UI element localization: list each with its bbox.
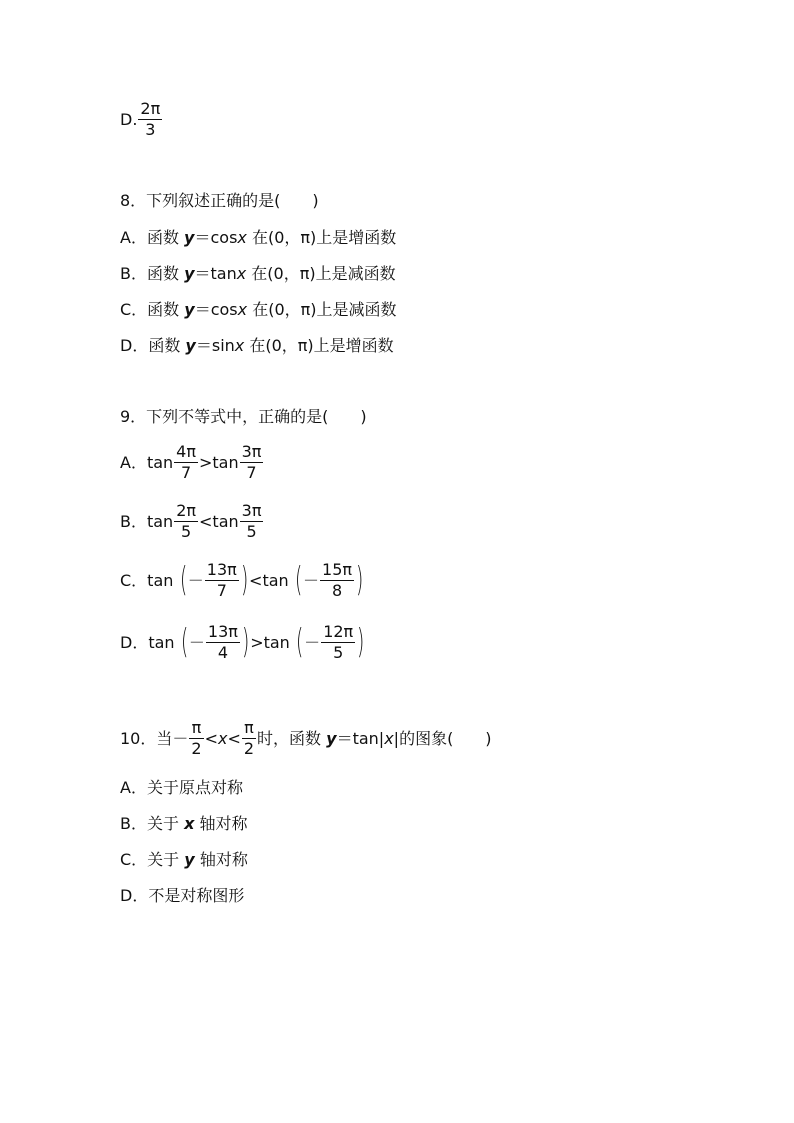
option-label: D．函数 — [120, 336, 181, 355]
left-paren: ( — [180, 621, 188, 662]
option-text: 在(0，π)上是减函数 — [246, 264, 396, 283]
var-y: y — [185, 336, 196, 355]
var-y: y — [184, 850, 195, 869]
option-text: 轴对称 — [199, 850, 248, 869]
option-text: D．不是对称图形 — [120, 886, 245, 905]
option-label: C．tan — [120, 571, 174, 590]
fraction — [174, 442, 198, 483]
var-x: x — [217, 729, 228, 748]
var-x: x — [384, 729, 394, 748]
denominator: 5 — [246, 522, 257, 541]
denominator: 5 — [181, 522, 192, 541]
option-label: A．tan — [120, 453, 174, 472]
right-paren: ) — [357, 621, 365, 662]
var-x: x — [237, 300, 248, 319]
stem-prefix: 10．当－ — [120, 729, 189, 748]
func: ＝tan| — [336, 729, 385, 748]
q8-option-a — [120, 228, 396, 248]
numerator: 12π — [323, 622, 354, 641]
fraction — [240, 501, 264, 542]
option-label: B．tan — [120, 512, 174, 531]
denominator: 7 — [180, 463, 192, 482]
fraction — [242, 718, 256, 759]
right-paren: ) — [241, 621, 250, 662]
fraction — [138, 99, 162, 140]
q10-option-d — [120, 886, 244, 906]
func: ＝cos — [194, 300, 238, 319]
option-text: 在(0，π)上是减函数 — [247, 300, 397, 319]
denominator: 7 — [246, 463, 257, 482]
q9-stem: 9．下列不等式中，正确的是( ) — [120, 407, 367, 426]
operator: < — [227, 729, 241, 748]
fraction — [321, 622, 355, 663]
numerator: 13π — [206, 560, 237, 579]
minus-sign: － — [304, 633, 321, 652]
q8-option-c — [120, 300, 397, 320]
var-y: y — [184, 228, 195, 247]
operator: >tan — [198, 453, 239, 472]
q8-stem: 8．下列叙述正确的是( ) — [120, 191, 319, 210]
operator: >tan — [250, 633, 290, 652]
q9-option-d — [120, 623, 365, 664]
var-x: x — [234, 336, 245, 355]
var-x: x — [184, 814, 195, 833]
numerator: 3π — [241, 442, 262, 461]
func: ＝tan — [194, 264, 237, 283]
denominator: 2 — [243, 739, 255, 758]
q7-option-d — [120, 100, 163, 141]
fraction — [174, 501, 198, 542]
var-y: y — [326, 729, 337, 748]
minus-sign: － — [303, 571, 320, 590]
var-y: y — [184, 264, 195, 283]
option-label: D．tan — [120, 633, 175, 652]
var-x: x — [236, 264, 247, 283]
fraction — [206, 622, 240, 663]
q8-option-b — [120, 264, 396, 284]
q9-option-c — [120, 561, 364, 602]
stem-middle: 时，函数 — [257, 729, 322, 748]
numerator: π — [189, 718, 203, 739]
q10-option-c — [120, 850, 248, 870]
right-paren: ) — [356, 559, 364, 600]
denominator: 5 — [333, 643, 344, 662]
func: ＝cos — [194, 228, 238, 247]
denominator: 7 — [216, 581, 227, 600]
right-paren: ) — [240, 559, 249, 600]
minus-sign: － — [187, 571, 204, 590]
q8-option-d — [120, 336, 394, 356]
func: ＝sin — [195, 336, 235, 355]
var-x: x — [237, 228, 247, 247]
left-paren: ( — [295, 621, 304, 662]
minus-sign: － — [188, 633, 205, 652]
denominator: 2 — [191, 739, 202, 758]
numerator: 13π — [207, 622, 238, 641]
left-paren: ( — [294, 559, 303, 600]
numerator: 2π — [176, 501, 197, 520]
var-y: y — [184, 300, 195, 319]
numerator: 3π — [241, 501, 262, 520]
stem-tail: |的图象( ) — [393, 729, 492, 748]
operator: <tan — [249, 571, 289, 590]
option-label: C．函数 — [120, 300, 180, 319]
option-text: B．关于 — [120, 814, 179, 833]
fraction — [189, 718, 203, 759]
q9-option-a — [120, 443, 264, 484]
option-text: 在(0，π)上是增函数 — [246, 228, 397, 247]
numerator: 4π — [176, 442, 196, 461]
denominator: 3 — [145, 120, 156, 139]
q9-option-b — [120, 502, 264, 543]
numerator: 15π — [322, 560, 353, 579]
operator: <tan — [199, 512, 239, 531]
numerator: π — [242, 718, 256, 739]
option-label: B．函数 — [120, 264, 179, 283]
option-text: A．关于原点对称 — [120, 778, 243, 797]
fraction — [205, 560, 239, 601]
option-label: A．函数 — [120, 228, 179, 247]
option-text: 轴对称 — [199, 814, 248, 833]
denominator: 8 — [331, 581, 343, 600]
option-text: C．关于 — [120, 850, 180, 869]
q10-option-b — [120, 814, 248, 834]
q10-option-a — [120, 778, 243, 798]
option-label: D. — [120, 110, 138, 129]
operator: < — [204, 729, 218, 748]
fraction — [320, 560, 354, 601]
left-paren: ( — [179, 559, 187, 600]
numerator: 2π — [140, 99, 161, 118]
fraction — [240, 442, 264, 483]
q10-stem — [120, 719, 492, 760]
denominator: 4 — [217, 643, 229, 662]
option-text: 在(0，π)上是增函数 — [244, 336, 394, 355]
